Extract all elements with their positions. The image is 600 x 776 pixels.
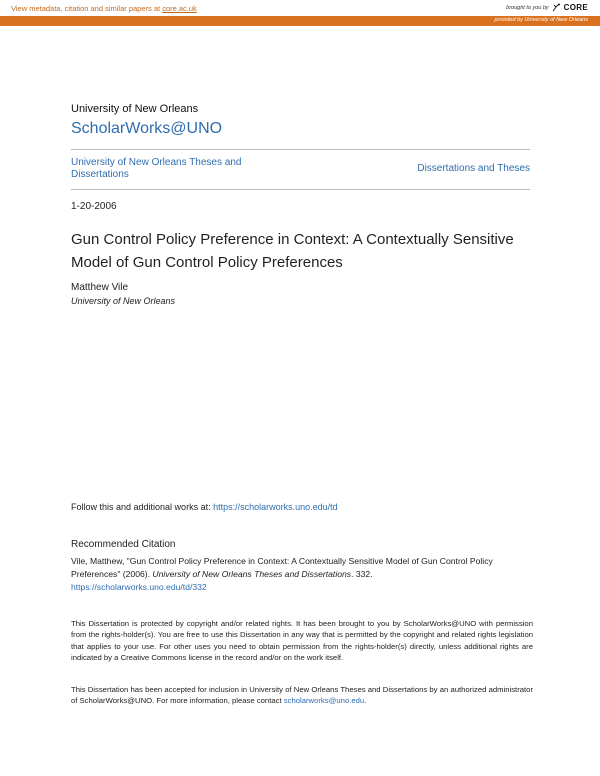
provider-bar <box>0 16 600 26</box>
divider-top <box>71 149 530 150</box>
inclusion-end: . <box>364 696 367 706</box>
meta-text: View metadata, citation and similar papers at <box>11 4 163 13</box>
author-affiliation: University of New Orleans <box>71 296 176 306</box>
core-logo-text: CORE <box>563 3 588 12</box>
citation-number: . 332. <box>351 569 373 579</box>
inclusion-notice <box>71 684 533 707</box>
publication-date: 1-20-2006 <box>71 201 117 212</box>
provided-by-text: provided by University of New Orleans <box>494 17 588 23</box>
core-logo-icon <box>552 3 561 12</box>
brought-by-text: brought to you by <box>506 4 549 11</box>
follow-link[interactable]: https://scholarworks.uno.edu/td <box>213 502 338 512</box>
core-brand[interactable] <box>506 3 588 12</box>
core-header <box>0 0 600 26</box>
author-name: Matthew Vile <box>71 282 129 293</box>
collection-link-theses[interactable]: University of New Orleans Theses and Dissertations <box>71 157 242 180</box>
recommended-citation-heading: Recommended Citation <box>71 539 176 550</box>
citation-text <box>71 555 541 594</box>
follow-line <box>71 502 338 512</box>
citation-series: University of New Orleans Theses and Dissertations <box>152 569 352 579</box>
core-metadata-link[interactable] <box>11 4 197 13</box>
divider-bottom <box>71 189 530 190</box>
citation-body: Vile, Matthew, "Gun Control Policy Preference in Context: A Contextually Sensitive Model of Gun Control Policy Preferences" (2006). <box>71 556 493 579</box>
inclusion-text: This Dissertation has been accepted for inclusion in University of New Orleans Theses and Dissertations by an authorized administrator of ScholarWorks@UNO. For more information, please contact <box>71 685 533 706</box>
institution-name: University of New Orleans <box>71 103 199 115</box>
contact-email-link[interactable]: scholarworks@uno.edu <box>283 696 365 706</box>
citation-url[interactable]: https://scholarworks.uno.edu/td/332 <box>71 582 207 592</box>
collection-link-dissertations[interactable]: Dissertations and Theses <box>417 163 530 174</box>
follow-text: Follow this and additional works at: <box>71 502 214 512</box>
copyright-notice: This Dissertation is protected by copyright and/or related rights. It has been brought to you by ScholarWorks@UNO with permission from the rights-holder(s). You are free to use this Dissertation in any way that is permitted by the copyright and related rights legislation that applies to your use. For other uses you need to obtain permission from the rights-holder(s) directly, unless additional rights are indicated by a Creative Commons license in the record and/or on the work itself. <box>71 619 533 663</box>
core-ac-link[interactable]: core.ac.uk <box>162 4 197 13</box>
repository-link[interactable]: ScholarWorks@UNO <box>71 120 223 137</box>
document-title: Gun Control Policy Preference in Context: A Contextually Sensitive Model of Gun Control Policy Preferences <box>71 231 514 271</box>
